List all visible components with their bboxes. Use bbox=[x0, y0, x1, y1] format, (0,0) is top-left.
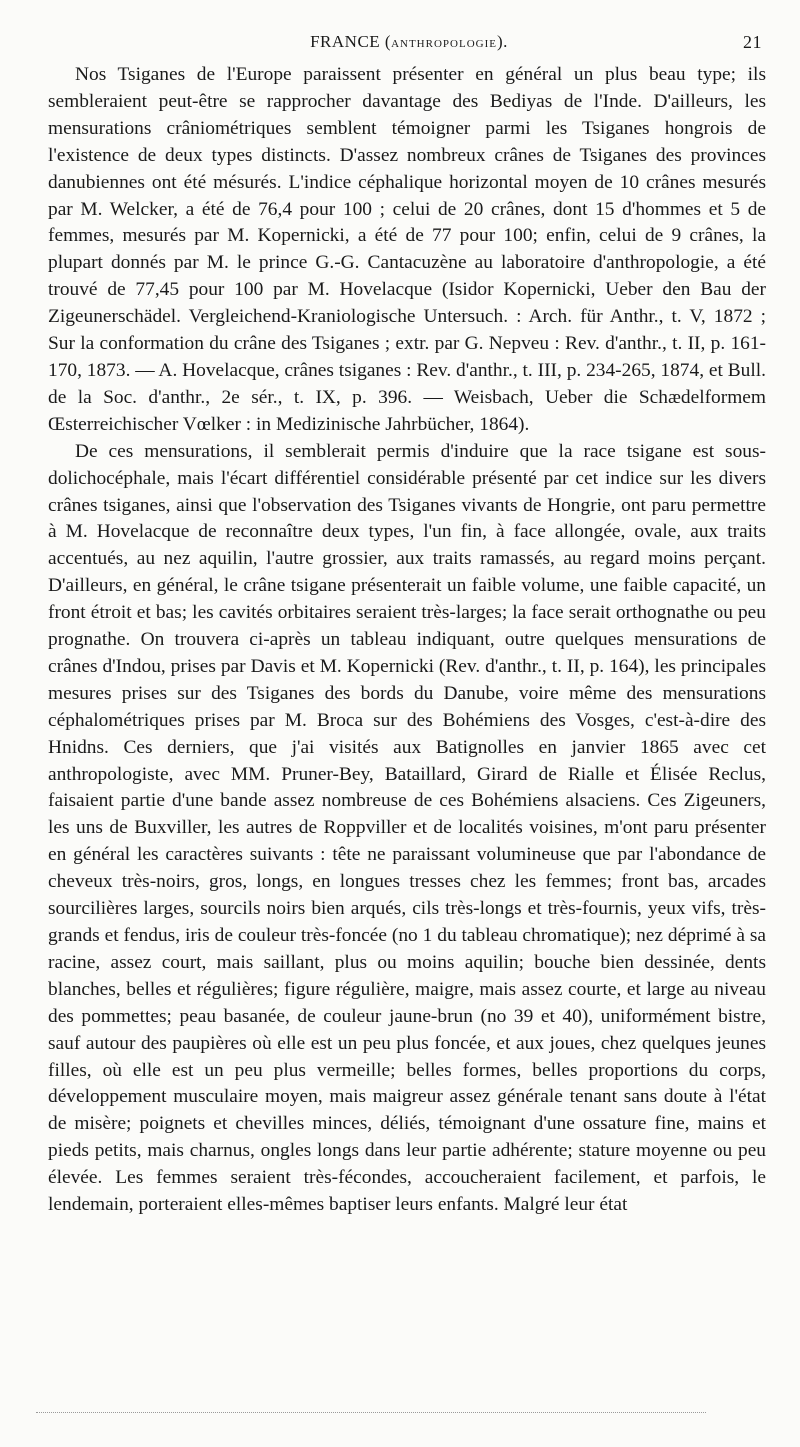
running-title bbox=[48, 32, 770, 52]
paragraph: De ces mensurations, il semblerait permis d'induire que la race tsigane est sous-dolichocéphale, mais l'écart différentiel considérable présenté par cet indice sur les divers crânes tsiganes, ainsi que l'observation des Tsiganes vivants de Hongrie, ont paru permettre à M. Hovelacque de reconnaître deux types, l'un fin, à face allongée, ovale, aux traits accentués, au nez aquilin, l'autre grossier, aux traits ramassés, au regard moins perçant. D'ailleurs, en général, le crâne tsigane présenterait un faible volume, une faible capacité, un front étroit et bas; les cavités orbitaires seraient très-larges; la face serait orthognathe ou peu prognathe. On trouvera ci-après un tableau indiquant, outre quelques mensurations de crânes d'Indou, prises par Davis et M. Kopernicki (Rev. d'anthr., t. II, p. 164), les principales mesures prises sur des Tsiganes des bords du Danube, voire même des mensurations céphalométriques prises par M. Broca sur des Bohémiens des Vosges, c'est-à-dire des Hnidns. Ces derniers, que j'ai visités aux Batignolles en janvier 1865 avec cet anthropologiste, avec MM. Pruner-Bey, Bataillard, Girard de Rialle et Élisée Reclus, faisaient partie d'une bande assez nombreuse de ces Bohémiens alsaciens. Ces Zigeuners, les uns de Buxviller, les autres de Roppviller et de localités voisines, m'ont paru présenter en général les caractères suivants : tête ne paraissant volumineuse que par l'abondance de cheveux très-noirs, gros, longs, en longues tresses chez les femmes; front bas, arcades sourcilières larges, sourcils noirs bien arqués, cils très-longs et très-fournis, yeux vifs, très-grands et fendus, iris de couleur très-foncée (no 1 du tableau chromatique); nez déprimé à sa racine, assez court, mais saillant, plus ou moins aquilin; bouche bien dessinée, dents blanches, belles et régulières; figure régulière, maigre, mais assez courte, et large au niveau des pommettes; peau basanée, de couleur jaune-brun (no 39 et 40), uniformément bistre, sauf autour des paupières où elle est un peu plus foncée, et aux joues, chez quelques jeunes filles, où elle est un peu plus vermeille; belles formes, belles proportions du corps, développement musculaire moyen, mais maigreur assez générale tenant sans doute à l'état de misère; poignets et chevilles minces, déliés, témoignant d'une ossature fine, mains et pieds petits, mais charnus, ongles longs dans leur partie adhérente; stature moyenne ou peu élevée. Les femmes seraient très-fécondes, accoucheraient facilement, et parfois, le lendemain, porteraient elles-mêmes baptiser leurs enfants. Malgré leur état bbox=[48, 440, 766, 1216]
running-title-end: ). bbox=[496, 32, 508, 51]
running-head bbox=[48, 30, 770, 60]
page-number: 21 bbox=[743, 32, 762, 52]
bottom-dotted-rule bbox=[36, 1412, 706, 1413]
body-text bbox=[48, 62, 766, 1219]
paragraph: Nos Tsiganes de l'Europe paraissent présenter en général un plus beau type; ils sembleraient peut-être se rapprocher davantage des Bediyas de l'Inde. D'ailleurs, les mensurations crâniométriques semblent témoigner parmi les Tsiganes hongrois de l'existence de deux types distincts. D'assez nombreux crânes de Tsiganes des provinces danubiennes ont été mésurés. L'indice céphalique horizontal moyen de 10 crânes mesurés par M. Welcker, a été de 76,4 pour 100 ; celui de 20 crânes, dont 15 d'hommes et 5 de femmes, mesurés par M. Kopernicki, a été de 77 pour 100; enfin, celui de 9 crânes, la plupart donnés par M. le prince G.-G. Cantacuzène au laboratoire d'anthropologie, a été trouvé de 77,45 pour 100 par M. Hovelacque (Isidor Kopernicki, Ueber den Bau der Zigeunerschädel. Vergleichend-Kraniologische Untersuch. : Arch. für Anthr., t. V, 1872 ; Sur la conformation du crâne des Tsiganes ; extr. par G. Nepveu : Rev. d'anthr., t. II, p. 161-170, 1873. — A. Hovelacque, crânes tsiganes : Rev. d'anthr., t. III, p. 234-265, 1874, et Bull. de la Soc. d'anthr., 2e sér., t. IX, p. 396. — Weisbach, Ueber die Schædelformem Œsterreichischer Vœlker : in Medizinische Jahrbücher, 1864). bbox=[48, 64, 766, 435]
running-title-small-caps: ANTHROPOLOGIE bbox=[391, 38, 497, 50]
running-title-main: FRANCE ( bbox=[310, 32, 392, 51]
